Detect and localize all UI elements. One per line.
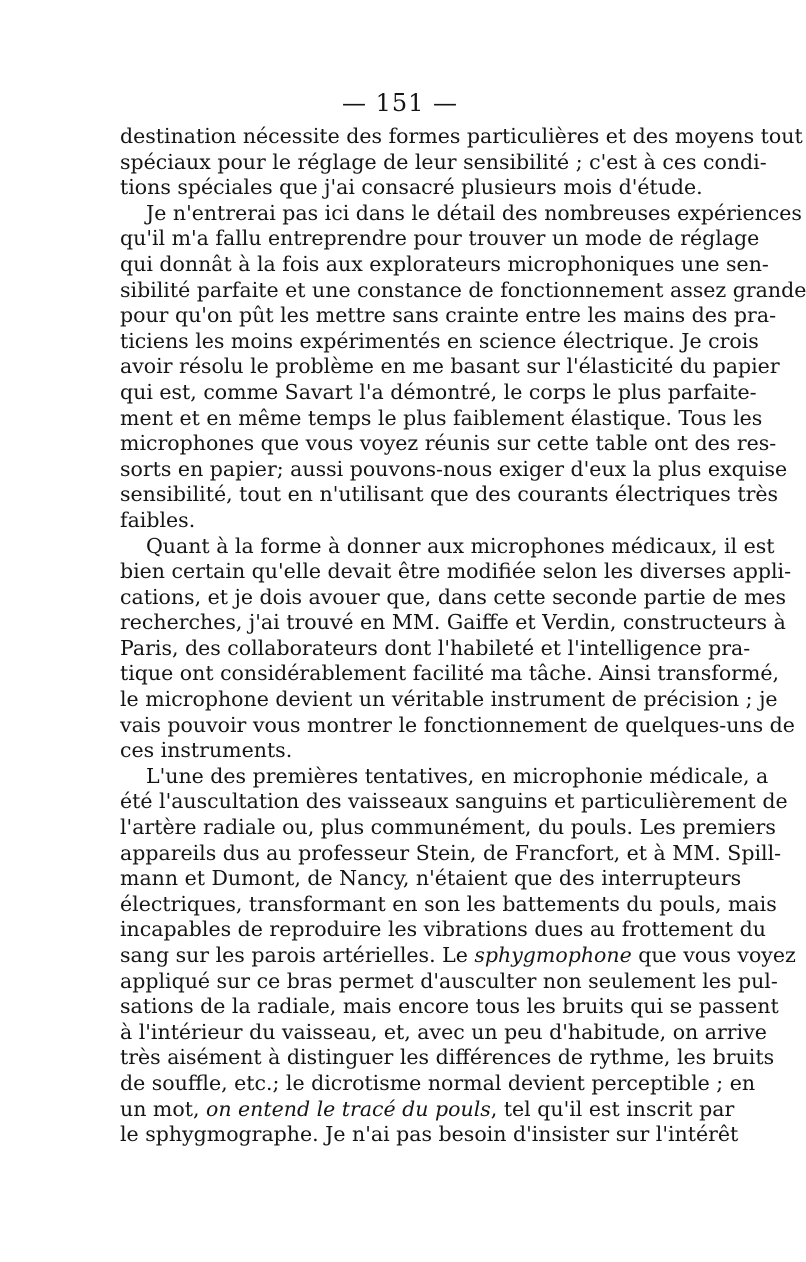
- italic-term: sphygmophone: [474, 943, 632, 967]
- text-line: été l'auscultation des vaisseaux sanguins et particulièrement de: [120, 789, 788, 814]
- text-line: sations de la radiale, mais encore tous les bruits qui se passent: [120, 994, 779, 1019]
- text-line: microphones que vous voyez réunis sur cette table ont des res-: [120, 431, 777, 456]
- text-segment: , tel qu'il est inscrit par: [490, 1096, 735, 1121]
- text-line: [120, 1096, 735, 1123]
- text-line: le sphygmographe. Je n'ai pas besoin d'insister sur l'intérêt: [120, 1122, 739, 1147]
- text-line: vais pouvoir vous montrer le fonctionnement de quelques-uns de: [120, 712, 795, 737]
- text-line: [120, 943, 796, 969]
- text-line: incapables de reproduire les vibrations dues au frottement du: [120, 917, 766, 942]
- text-line: spéciaux pour le réglage de leur sensibilité ; c'est à ces condi-: [120, 149, 767, 174]
- text-line: tique ont considérablement facilité ma tâche. Ainsi transformé,: [120, 661, 780, 686]
- text-segment: que vous voyez: [631, 943, 796, 967]
- text-line: appareils dus au professeur Stein, de Francfort, et à MM. Spill-: [120, 840, 782, 865]
- text-line: sorts en papier; aussi pouvons-nous exiger d'eux la plus exquise: [120, 456, 788, 481]
- text-line: qui donnât à la fois aux explorateurs microphoniques une sen-: [120, 251, 769, 276]
- text-line: sibilité parfaite et une constance de fonctionnement assez grande: [120, 277, 806, 302]
- text-line: ticiens les moins expérimentés en science électrique. Je crois: [120, 328, 759, 353]
- text-line: bien certain qu'elle devait être modifiée selon les diverses appli-: [120, 559, 792, 584]
- text-line: pour qu'on pût les mettre sans crainte entre les mains des pra-: [120, 303, 776, 328]
- text-line: Je n'entrerai pas ici dans le détail des nombreuses expériences: [146, 200, 802, 225]
- text-line: avoir résolu le problème en me basant sur l'élasticité du papier: [120, 354, 780, 379]
- text-line: qu'il m'a fallu entreprendre pour trouver un mode de réglage: [120, 226, 760, 251]
- text-line: appliqué sur ce bras permet d'ausculter non seulement les pul-: [120, 968, 778, 993]
- text-line: Paris, des collaborateurs dont l'habileté et l'intelligence pra-: [120, 635, 751, 660]
- text-line: ment et en même temps le plus faiblement élastique. Tous les: [120, 405, 763, 430]
- text-line: ces instruments.: [120, 738, 293, 763]
- page-number: — 151 —: [341, 89, 459, 117]
- text-line: Quant à la forme à donner aux microphones médicaux, il est: [146, 533, 775, 558]
- text-line: le microphone devient un véritable instrument de précision ; je: [120, 687, 778, 712]
- text-line: à l'intérieur du vaisseau, et, avec un peu d'habitude, on arrive: [120, 1019, 767, 1044]
- text-segment: un mot,: [120, 1096, 206, 1121]
- text-line: l'artère radiale ou, plus communément, du pouls. Les premiers: [120, 815, 776, 840]
- text-line: tions spéciales que j'ai consacré plusieurs mois d'étude.: [120, 175, 703, 200]
- text-line: qui est, comme Savart l'a démontré, le corps le plus parfaite-: [120, 379, 757, 404]
- text-segment: sang sur les parois artérielles. Le: [120, 943, 475, 967]
- text-line: cations, et je dois avouer que, dans cette seconde partie de mes: [120, 584, 787, 609]
- text-line: électriques, transformant en son les battements du pouls, mais: [120, 891, 777, 916]
- text-line: de souffle, etc.; le dicrotisme normal devient perceptible ; en: [120, 1070, 756, 1095]
- text-line: destination nécessite des formes particulières et des moyens tout: [120, 124, 803, 148]
- text-line: sensibilité, tout en n'utilisant que des courants électriques très: [120, 482, 779, 507]
- text-line: très aisément à distinguer les différences de rythme, les bruits: [120, 1045, 775, 1070]
- body-text: [120, 124, 806, 1148]
- text-line: L'une des premières tentatives, en microphonie médicale, a: [146, 763, 769, 788]
- italic-phrase: on entend le tracé du pouls: [205, 1096, 491, 1121]
- text-line: recherches, j'ai trouvé en MM. Gaiffe et Verdin, constructeurs à: [120, 610, 786, 635]
- text-line: faibles.: [120, 507, 196, 532]
- text-line: mann et Dumont, de Nancy, n'étaient que des interrupteurs: [120, 866, 742, 891]
